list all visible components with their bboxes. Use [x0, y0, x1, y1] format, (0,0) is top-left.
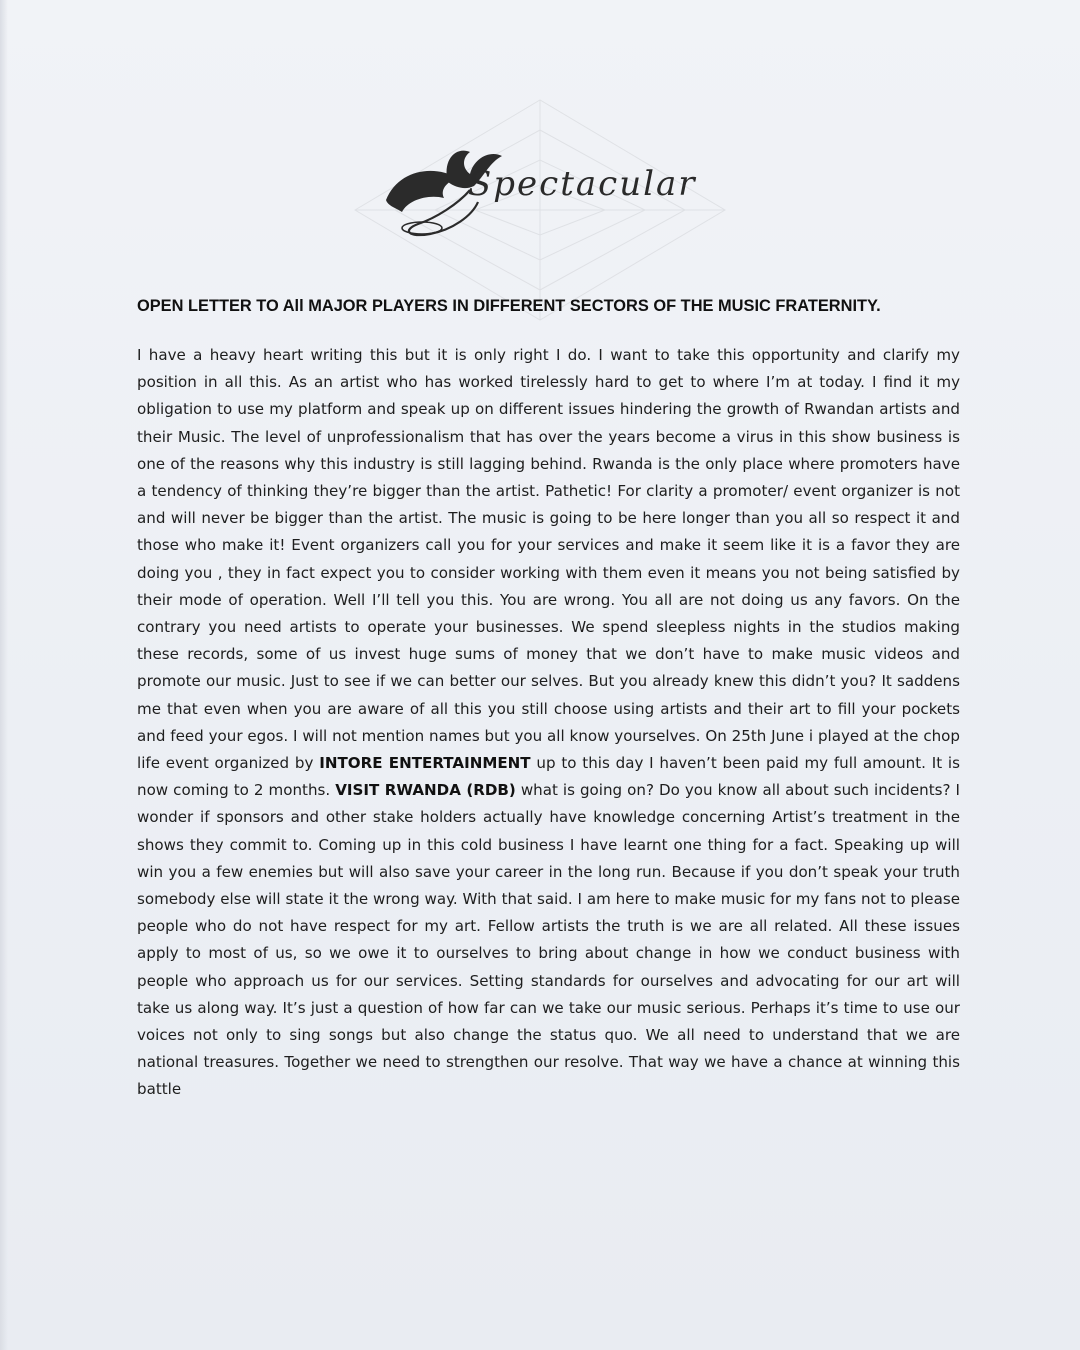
logo-wordmark: Spectacular	[468, 164, 697, 204]
body-text-part1: I have a heavy heart writing this but it is only right I do. I want to take this opportunity and clarify my position in all this. As an artist who has worked tirelessly hard to get to where I’m at today. I find it my obligation to use my platform and speak up on different issues hindering the growth of Rwandan artists and their Music. The level of unprofessionalism that has over the years become a virus in this show business is one of the reasons why this industry is still lagging behind. Rwanda is the only place where promoters have a tendency of thinking they’re bigger than the artist. Pathetic! For clarity a promoter/ event organizer is not and will never be bigger than the artist. The music is going to be here longer than you all so respect it and those who make it! Event organizers call you for your services and make it seem like it is a favor they are doing you , they in fact expect you to consider working with them even it means you not being satisfied by their mode of operation. Well I’ll tell you this. You are wrong. You all are not doing us any favors. On the contrary you need artists to operate your businesses. We spend sleepless nights in the studios making these records, some of us invest huge sums of money that we don’t have to make music videos and promote our music. Just to see if we can better our selves. But you already knew this didn’t you? It saddens me that even when you are aware of all this you still choose using artists and their art to fill your pockets and feed your egos. I will not mention names but you all know yourselves. On 25th June i played at the chop life event organized by	[137, 346, 960, 773]
letter-title: OPEN LETTER TO All MAJOR PLAYERS IN DIFFERENT SECTORS OF THE MUSIC FRATERNITY.	[137, 297, 881, 315]
scan-edge	[0, 0, 8, 1350]
body-bold-intore: INTORE ENTERTAINMENT	[319, 754, 531, 773]
body-bold-visit-rwanda: VISIT RWANDA (RDB)	[335, 781, 516, 800]
letter-body	[137, 342, 960, 1104]
body-text-part2: up to this day I haven’t been paid my full amount. It is now coming to 2 months.	[137, 754, 960, 800]
body-text-part3: what is going on? Do you know all about such incidents? I wonder if sponsors and other stake holders actually have knowledge concerning Artist’s treatment in the shows they commit to. Coming up in this cold business I have learnt one thing for a fact. Speaking up will win you a few enemies but will also save your career in the long run. Because if you don’t speak your truth somebody else will state it the wrong way. With that said. I am here to make music for my fans not to please people who do not have respect for my art. Fellow artists the truth is we are all related. All these issues apply to most of us, so we owe it to ourselves to bring about change in how we conduct business with people who approach us for our services. Setting standards for ourselves and advocating for our art will take us along way. It’s just a question of how far can we take our music serious. Perhaps it’s time to use our voices not only to sing songs but also change the status quo. We all need to understand that we are national treasures. Together we need to strengthen our resolve. That way we have a chance at winning this battle	[137, 781, 960, 1099]
